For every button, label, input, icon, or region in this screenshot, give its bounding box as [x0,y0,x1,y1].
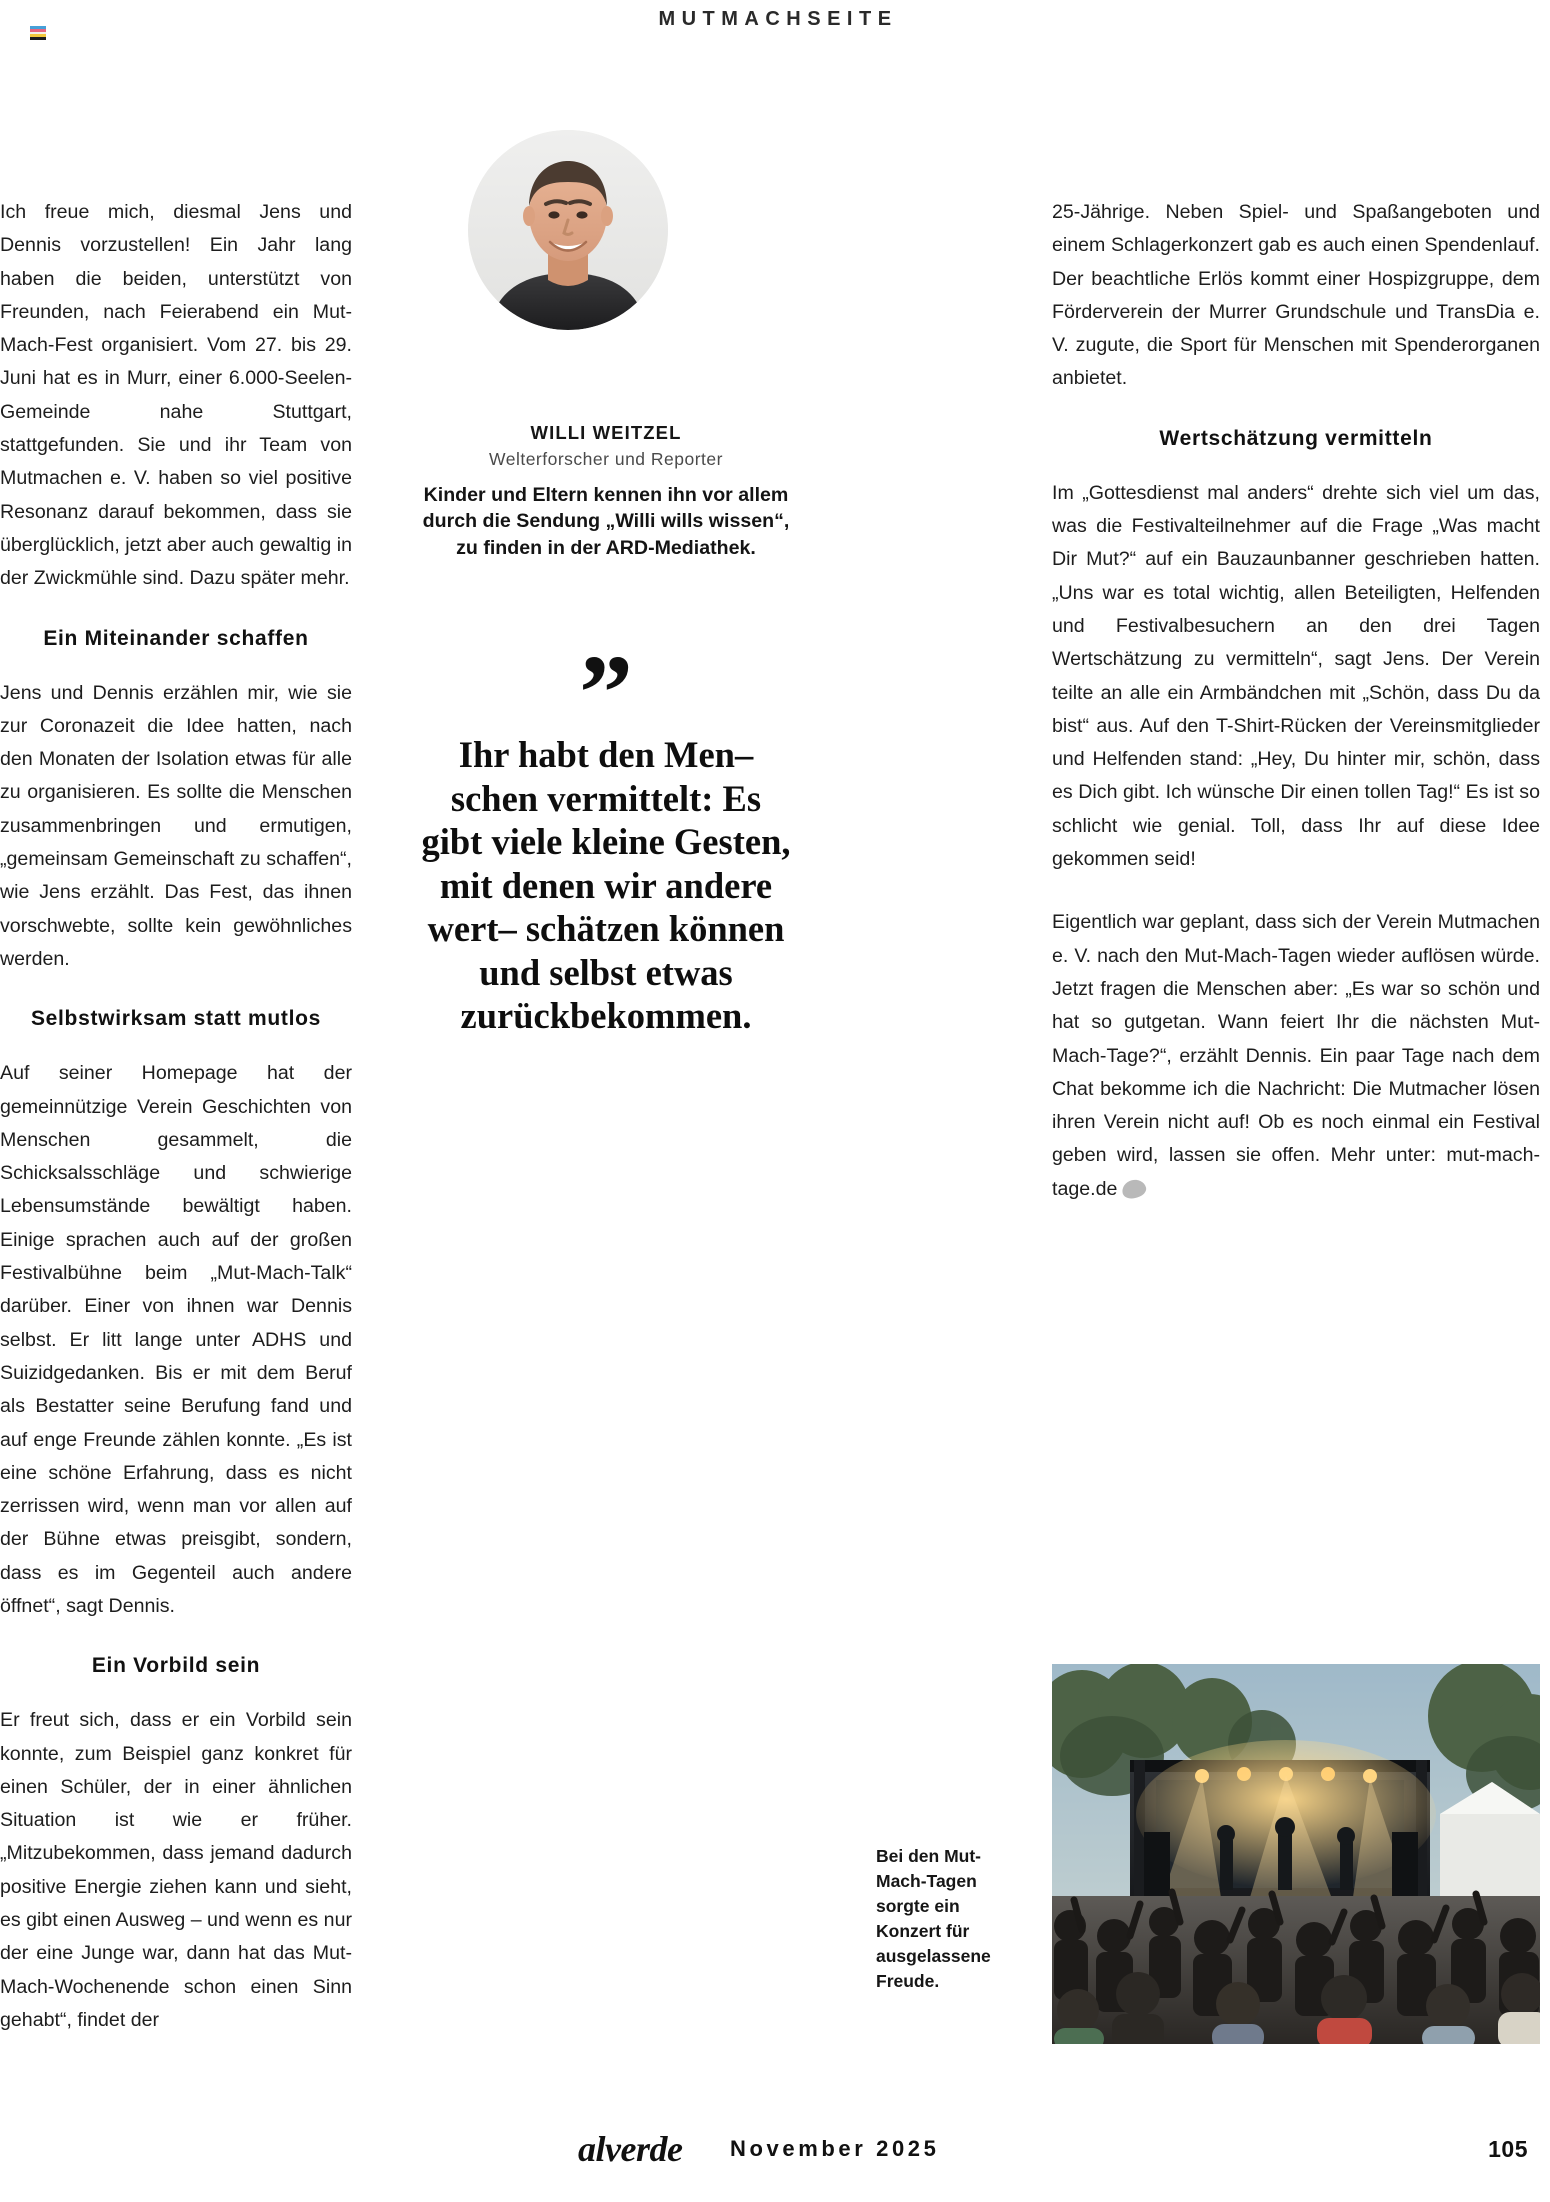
paragraph-wertschaetzung: Im „Gottesdienst mal anders“ drehte sich viel um das, was die Festivalteilnehmer auf die Frage „Was macht Dir Mut?“ auf ein Bauzaunbanner geschrieben hatten. „Uns war es total wichtig, allen Beteiligten, Helfenden und Festivalbesuchern an den drei Tagen Wertschätzung zu vermitteln“, sagt Jens. Der Verein teilte an alle ein Armbändchen mit „Schön, dass Du da bist“ aus. Auf den T-Shirt-Rücken der Vereinsmitglieder und Helfenden stand: „Hey, Du hinter mir, schön, dass es Dich gibt. Ich wünsche Dir einen tollen Tag!“ Es ist so schlicht wie genial. Toll, dass Ihr auf diese Idee gekommen seid! [1052,481,1540,871]
subheading-ein-miteinander-schaffen: Ein Miteinander schaffen [43,626,309,650]
issue-date: November 2025 [730,2136,940,2161]
left-column [0,196,352,2037]
concert-photo [1052,1664,1540,2044]
subheading-ein-vorbild-sein: Ein Vorbild sein [91,1654,261,1678]
person-blurb: Kinder und Eltern kennen ihn vor allem durch die Sendung „Willi wills wissen“, zu finden in der ARD-Mediathek. [422,483,790,559]
page-header [0,0,1550,70]
paragraph-intro: Ich freue mich, diesmal Jens und Dennis vorzustellen! Ein Jahr lang haben die beiden, unterstützt von Freunden, nach Feierabend ein Mut-Mach-Fest organisiert. Vom 27. bis 29. Juni hat es in Murr, einer 6.000-Seelen-Gemeinde nahe Stuttgart, stattgefunden. Sie und ihr Team von Mutmachen e. V. haben so viel positive Resonanz darauf bekommen, dass sie überglücklich, jetzt aber auch gewaltig in der Zwickmühle sind. Dazu später mehr. [0,201,352,590]
section-kicker: MUTMACHSEITE [658,8,898,30]
quote-mark-glyph: ” [579,634,633,753]
paragraph-spendenlauf: 25-Jährige. Neben Spiel- und Spaßangeboten und einem Schlagerkonzert gab es auch einen Spendenlauf. Der beachtliche Erlös kommt einer Hospizgruppe, dem Förderverein der Murrer Grundschule und TransDia e. V. zugute, die Sport für Menschen mit Spenderorganen anbietet. [1052,201,1540,390]
person-name: WILLI WEITZEL [530,422,682,443]
photo-caption: Bei den Mut-Mach-Tagen sorgte ein Konzert für ausgelassene Freude. [876,1846,991,1991]
subheading-selbstwirksam-statt-mutlos: Selbstwirksam statt mutlos [30,1007,322,1031]
right-column [1052,196,1540,1206]
quote-mark-icon [420,634,792,753]
paragraph-verein-schluss [1052,906,1540,1206]
paragraph-verein-text: Eigentlich war geplant, dass sich der Verein Mutmachen e. V. nach den Mut-Mach-Tagen wieder auflösen würde. Jetzt fragen die Menschen aber: „Es war so schön und hat so gutgetan. Wann feiert Ihr die nächsten Mut-Mach-Tage?“, erzählt Dennis. Ein paar Tage nach dem Chat bekomme ich die Nachricht: Die Mutmacher lösen ihren Verein nicht auf! Ob es noch einmal ein Festival geben wird, lassen sie offen. Mehr unter: mut-mach-tage.de [1052,911,1540,1200]
leaf-icon [1121,1177,1149,1200]
portrait-photo-willi-weitzel [468,130,668,330]
person-role: Welterforscher und Reporter [489,449,723,469]
page-number: 105 [1488,2136,1528,2162]
magazine-brand: alverde [578,2129,683,2169]
paragraph-vorbild: Er freut sich, dass er ein Vorbild sein konnte, zum Beispiel ganz konkret für einen Schüler, der in einer ähnlichen Situation ist wie er früher. „Mitzubekommen, dass jemand dadurch positive Energie ziehen kann und sieht, es gibt einen Ausweg – und wenn es nur der eine Junge war, dann hat das Mut-Mach-Wochenende schon einen Sinn gehabt“, findet der [0,1709,352,2031]
paragraph-selbstwirksam: Auf seiner Homepage hat der gemeinnützige Verein Geschichten von Menschen gesammelt, die Schicksalsschläge und schwierige Lebensumstände bewältigt haben. Einige sprachen auch auf der großen Festivalbühne beim „Mut-Mach-Talk“ darüber. Einer von ihnen war Dennis selbst. Er litt lange unter ADHS und Suizidgedanken. Bis er mit dem Beruf als Bestatter seine Berufung fand und auf enge Freunde zählen konnte. „Es ist eine schöne Erfahrung, dass es nicht zerrissen wird, wenn man vor allen auf der Bühne etwas preisgibt, sondern, dass es im Gegenteil auch andere öffnet“, sagt Dennis. [0,1062,352,1617]
portrait-photo-wrapper [468,130,668,330]
subheading-wertschaetzung-vermitteln: Wertschätzung vermitteln [1159,426,1433,450]
pull-quote: Ihr habt den Men– schen vermittelt: Es gibt viele kleine Gesten, mit denen wir andere wert– schätzen können und selbst etwas zurückbekommen. [421,734,791,1036]
page-footer [0,2122,1550,2182]
paragraph-miteinander: Jens und Dennis erzählen mir, wie sie zur Coronazeit die Idee hatten, nach den Monaten der Isolation etwas für alle zu organisieren. Es sollte die Menschen zusammenbringen und ermutigen, „gemeinsam Gemeinschaft zu schaffen“, wie Jens erzählt. Das Fest, das ihnen vorschwebte, sollte kein gewöhnliches werden. [0,681,352,970]
